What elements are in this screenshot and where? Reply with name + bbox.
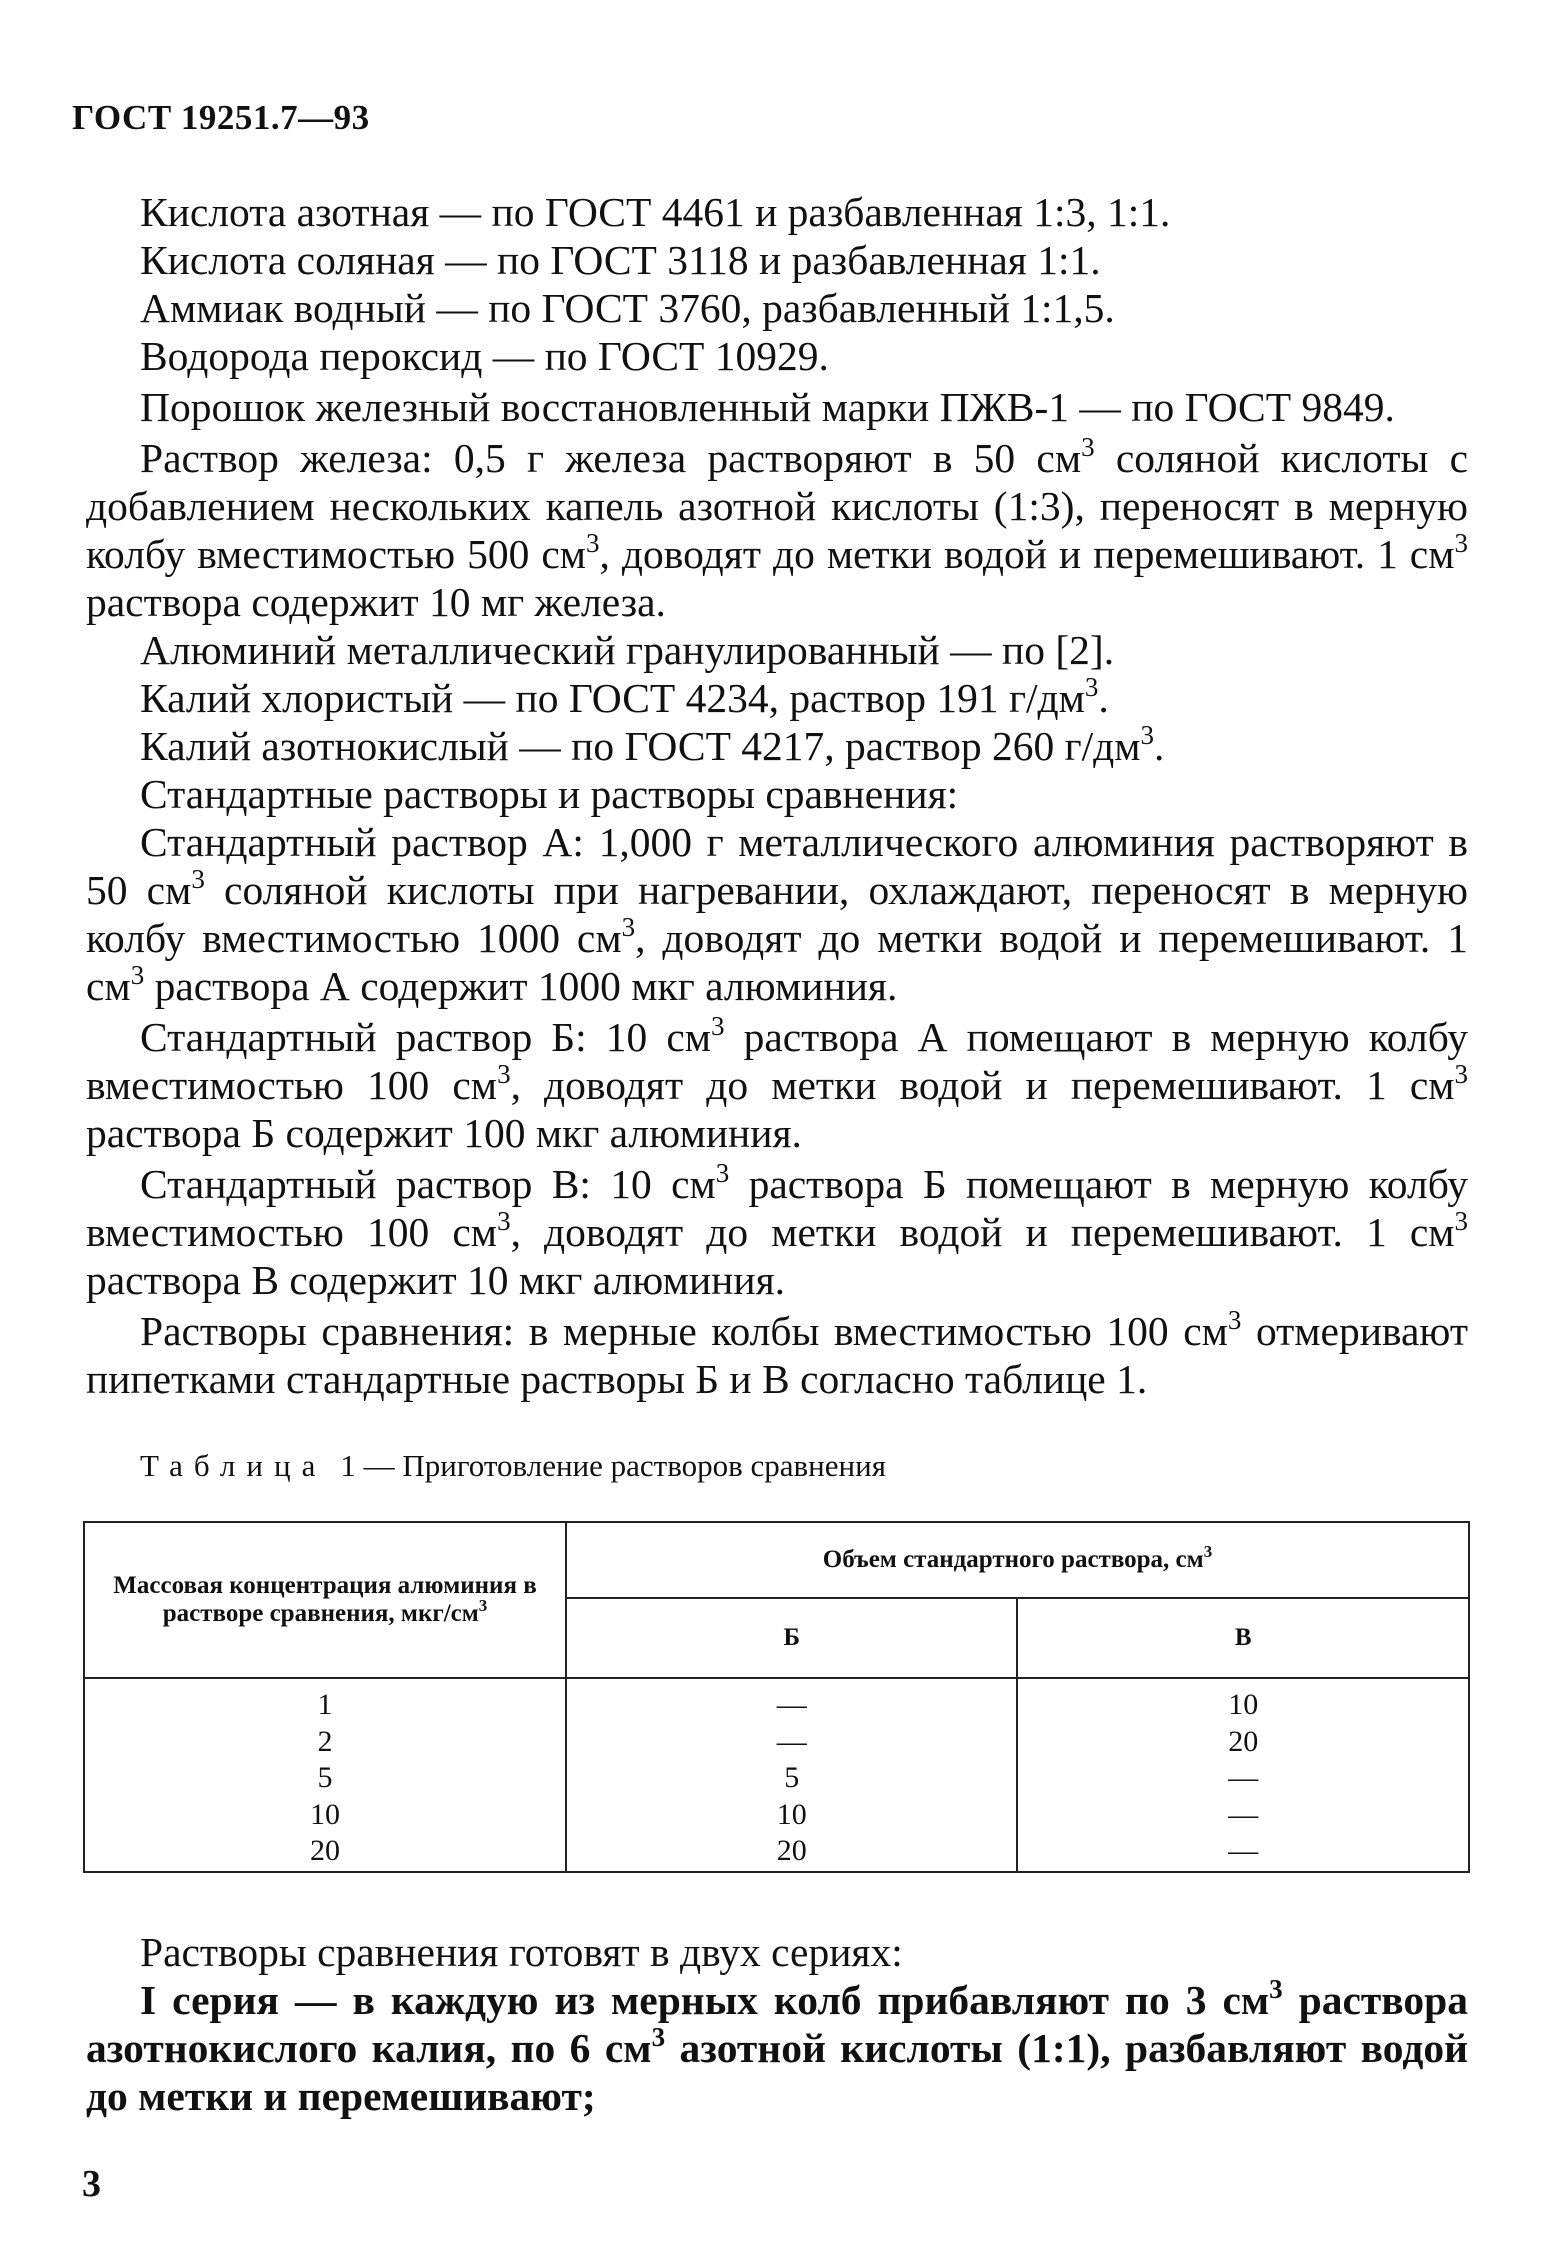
table-cell: 1 (317, 1688, 333, 1721)
paragraph-hydrogen-peroxide: Водорода пероксид — по ГОСТ 10929. (140, 333, 829, 379)
table-cell: 5 (317, 1761, 333, 1794)
table-cell: — (1228, 1834, 1259, 1867)
table-caption (140, 1448, 886, 1484)
table-cell: 20 (310, 1834, 340, 1867)
paragraph-aluminium: Алюминий металлический гранулированный — по [2]. (140, 627, 1115, 673)
column-header-concentration: Массовая концентрация алюминия в растворе сравнения, мкг/$см^3$ (84, 1522, 566, 1678)
paragraph-potassium-nitrate: Калий азотнокислый — по ГОСТ 4217, раствор 260 $г/дм^3$. (140, 720, 1165, 769)
table-cell: 10 (1228, 1688, 1259, 1721)
table-cell: 2 (317, 1724, 333, 1758)
paragraph-standard-a: Стандартный раствор А: 1,000 г металлического алюминия растворяют в 50 $см^3$ соляной кислоты при нагревании, охлаждают, переносят в мерную колбу вместимостью 1000 $см^3$, доводят до метки водой и перемешивают. 1 $см^3$ раствора А содержит 1000 мкг алюминия. (86, 819, 1469, 1009)
table-cell: 20 (776, 1834, 807, 1867)
table-cell: 10 (776, 1797, 807, 1831)
table-cell: 5 (784, 1761, 800, 1794)
paragraph-series-one: I серия — в каждую из мерных колб прибавляют по 3 $см^3$ раствора азотнокислого калия, по 6 $см^3$ азотной кислоты (1:1), разбавляют водой до метки и перемешивают; (86, 1974, 1469, 2119)
document-header: ГОСТ 19251.7—93 (72, 98, 370, 137)
paragraph-standard-b: Стандартный раствор Б: 10 $см^3$ раствора А помещают в мерную колбу вместимостью 100 $см^3$, доводят до метки водой и перемешивают. 1 $см^3$ раствора Б содержит 100 мкг алюминия. (86, 1011, 1468, 1156)
paragraph-nitric-acid: Кислота азотная — по ГОСТ 4461 и разбавленная 1:3, 1:1. (140, 189, 1171, 235)
column-header-v: В (1017, 1598, 1469, 1678)
table-cell: — (776, 1724, 807, 1758)
page-number: 3 (82, 2163, 101, 2205)
paragraph-iron-solution: Раствор железа: 0,5 г железа растворяют в 50 $см^3$ соляной кислоты с добавлением нескольких капель азотной кислоты (1:3), переносят в мерную колбу вместимостью 500 $см^3$, доводят до метки водой и перемешивают. 1 $см^3$ раствора содержит 10 мг железа. (86, 432, 1469, 625)
table-caption-title: 1 — Приготовление растворов сравнения (340, 1448, 886, 1483)
table-cell: — (1228, 1761, 1259, 1794)
table-cell: 10 (310, 1797, 340, 1831)
column-concentration-values (84, 1678, 566, 1872)
column-group-header-volume: Объем стандартного раствора, $см^3$ (566, 1522, 1469, 1598)
paragraph-ammonia: Аммиак водный — по ГОСТ 3760, разбавленный 1:1,5. (140, 285, 1115, 331)
paragraph-potassium-chloride: Калий хлористый — по ГОСТ 4234, раствор 191 $г/дм^3$. (140, 672, 1109, 721)
column-header-b: Б (566, 1598, 1017, 1678)
paragraph-two-series: Растворы сравнения готовят в двух сериях: (140, 1929, 903, 1975)
table-cell: 20 (1228, 1724, 1259, 1758)
paragraph-iron-powder: Порошок железный восстановленный марки ПЖВ-1 — по ГОСТ 9849. (140, 384, 1395, 430)
paragraph-standard-solutions: Стандартные растворы и растворы сравнения: (140, 771, 959, 817)
table-caption-word: Таблица (140, 1448, 327, 1483)
paragraph-comparison-solutions: Растворы сравнения: в мерные колбы вместимостью 100 $см^3$ отмеривают пипетками стандартные растворы Б и В согласно таблице 1. (86, 1305, 1468, 1402)
body-text (86, 188, 1468, 1403)
paragraph-hydrochloric-acid: Кислота соляная — по ГОСТ 3118 и разбавленная 1:1. (140, 237, 1101, 283)
table-cell: — (1228, 1797, 1259, 1831)
comparison-solutions-table (83, 1521, 1470, 1873)
column-v-values (1017, 1678, 1469, 1872)
table-cell: — (776, 1688, 807, 1721)
paragraph-standard-v: Стандартный раствор В: 10 $см^3$ раствора Б помещают в мерную колбу вместимостью 100 $см^3$, доводят до метки водой и перемешивают. 1 $см^3$ раствора В содержит 10 мкг алюминия. (86, 1158, 1468, 1303)
body-text-after-table (86, 1928, 1468, 2120)
column-b-values (566, 1678, 1017, 1872)
